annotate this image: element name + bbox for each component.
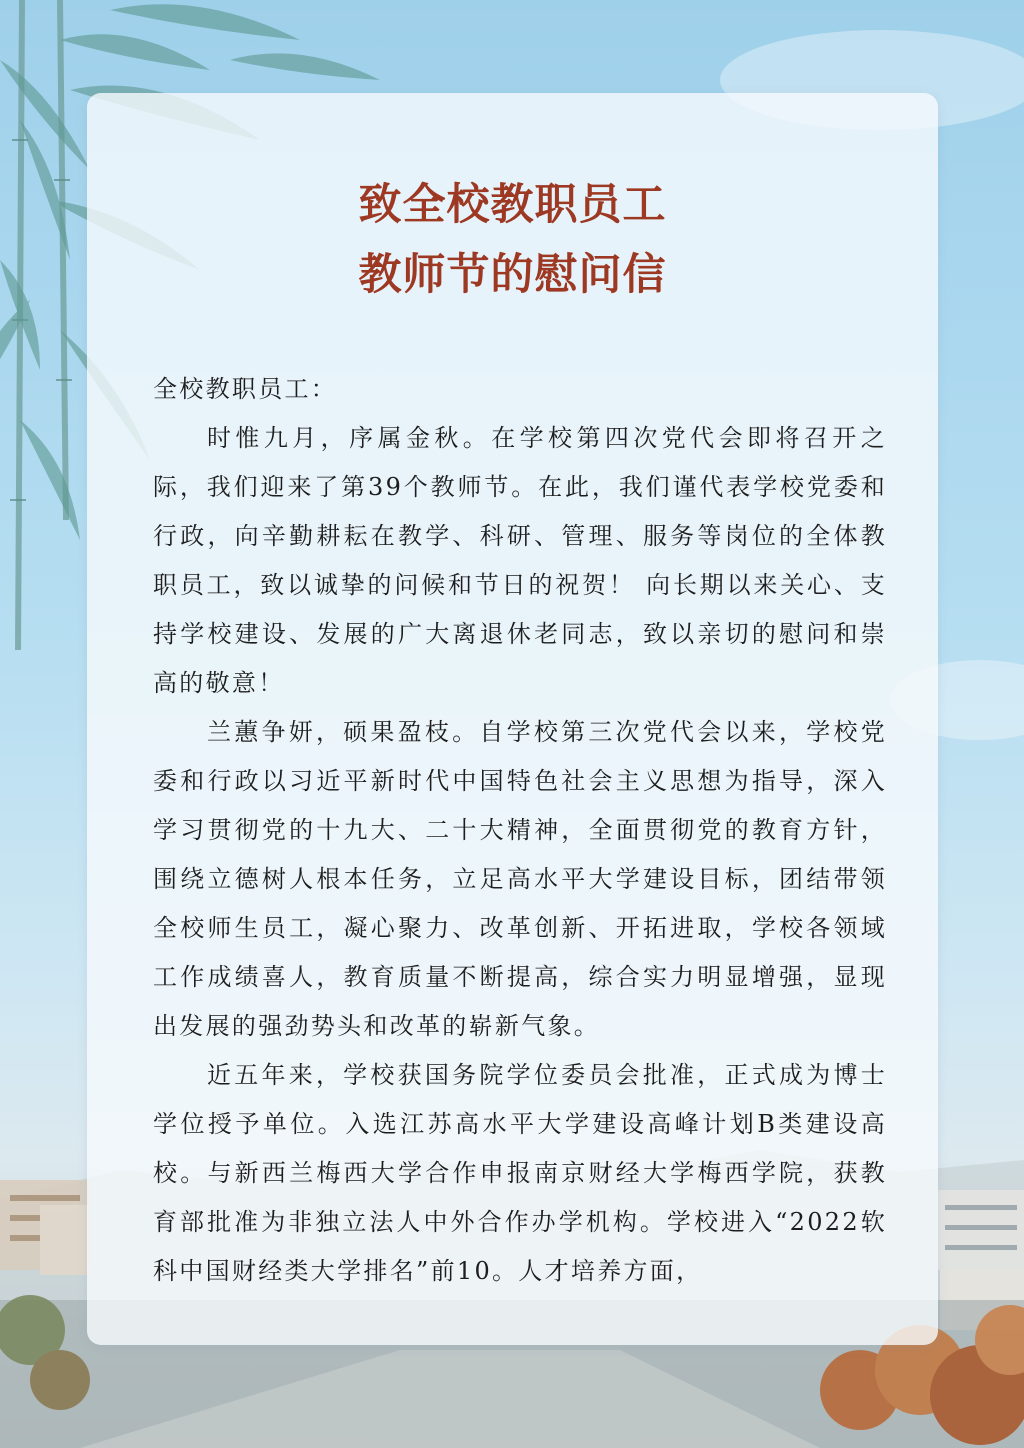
salutation: 全校教职员工： — [153, 375, 338, 403]
paragraph-1: 时惟九月，序属金秋。在学校第四次党代会即将召开之际，我们迎来了第39个教师节。在此，我们谨代表学校党委和行政，向辛勤耕耘在教学、科研、管理、服务等岗位的全体教职员工，致以诚挚的问候和节日的祝贺！ 向长期以来关心、支持学校建设、发展的广大离退休老同志，致以亲切的慰问和崇高的敬意！ — [153, 424, 887, 697]
paragraph-2: 兰蕙争妍，硕果盈枝。自学校第三次党代会以来，学校党委和行政以习近平新时代中国特色社会主义思想为指导，深入学习贯彻党的十九大、二十大精神，全面贯彻党的教育方针，围绕立德树人根本任务，立足高水平大学建设目标，团结带领全校师生员工，凝心聚力、改革创新、开拓进取，学校各领域工作成绩喜人，教育质量不断提高，综合实力明显增强，显现出发展的强劲势头和改革的崭新气象。 — [153, 718, 887, 1040]
letter-paper — [87, 93, 938, 1345]
title-line-2: 教师节的慰问信 — [358, 250, 667, 300]
letter-body — [153, 365, 887, 1296]
title-line-1: 致全校教职员工 — [358, 180, 667, 230]
paragraph-3: 近五年来，学校获国务院学位委员会批准，正式成为博士学位授予单位。入选江苏高水平大学建设高峰计划B类建设高校。与新西兰梅西大学合作申报南京财经大学梅西学院，获教育部批准为非独立法人中外合作办学机构。学校进入“2022软科中国财经类大学排名”前10。人才培养方面， — [153, 1061, 887, 1285]
